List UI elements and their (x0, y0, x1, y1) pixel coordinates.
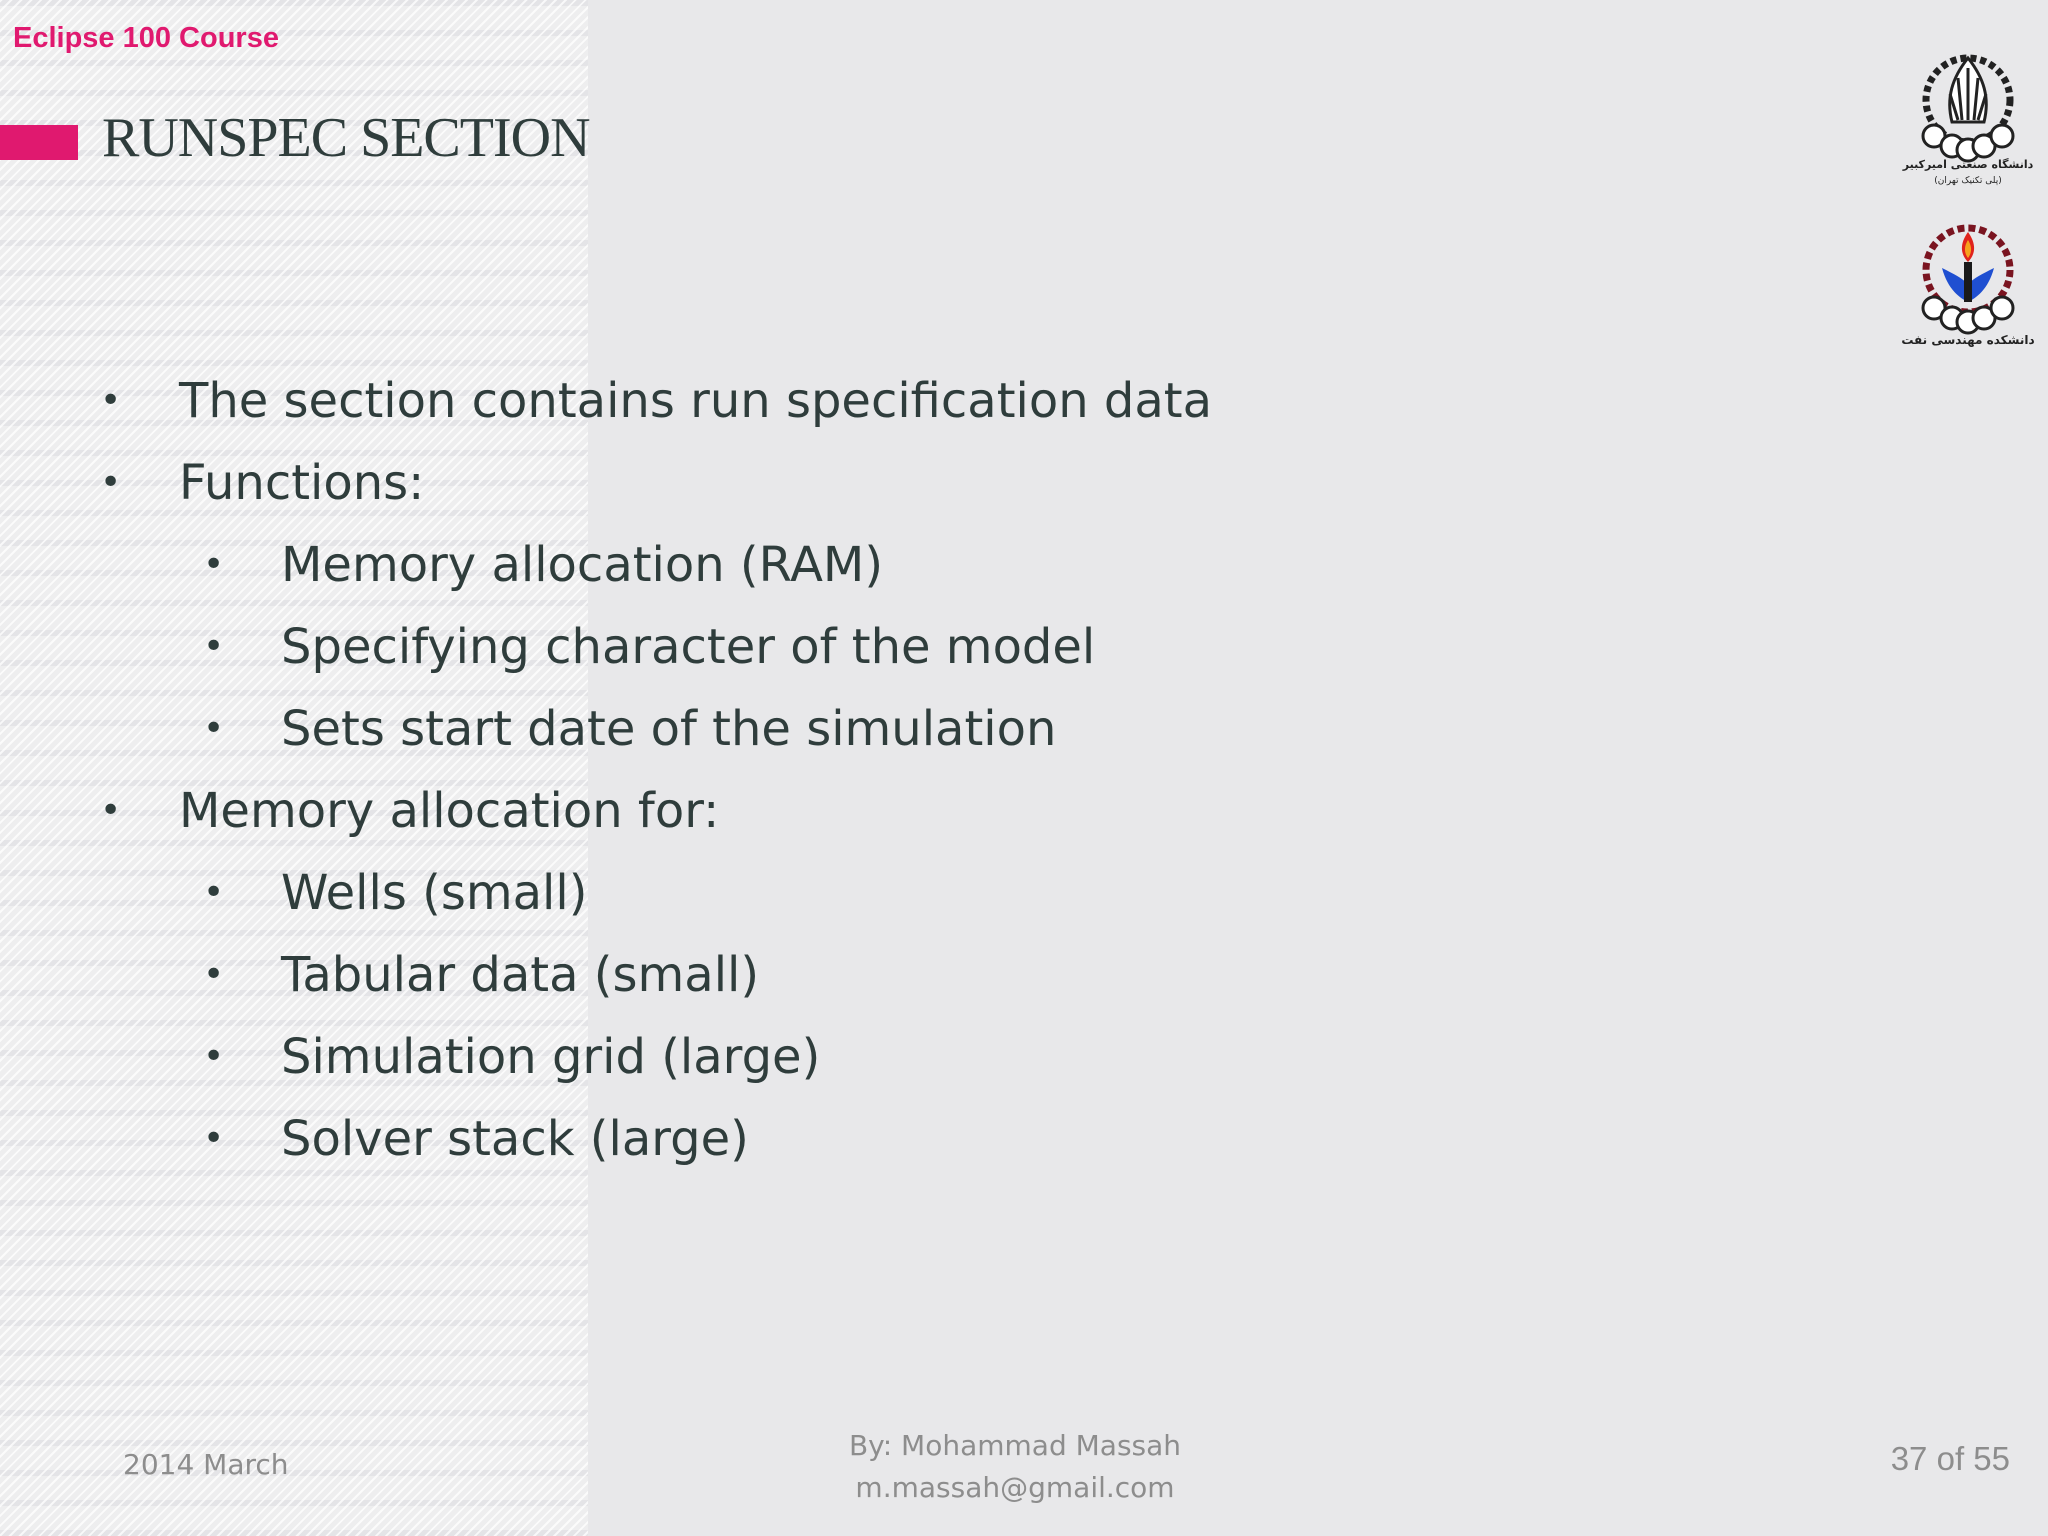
bullet-item (0, 524, 1600, 606)
bullet-item (0, 688, 1600, 770)
footer-author (780, 1425, 1250, 1509)
bullet-text: Solver stack (large) (281, 1111, 749, 1167)
course-label: Eclipse 100 Course (13, 22, 279, 54)
bullet-text: Tabular data (small) (281, 947, 760, 1003)
bullet-text: The section contains run specification data (179, 373, 1213, 429)
bullet-item (0, 360, 1600, 442)
bullet-dot-icon: • (203, 626, 225, 667)
bullet-item (0, 934, 1600, 1016)
university-logo-subcaption: (پلی تکنیک تهران) (1934, 176, 2002, 186)
footer-author-email: m.massah@gmail.com (855, 1471, 1175, 1504)
footer-author-name: By: Mohammad Massah (848, 1429, 1182, 1462)
bullet-item (0, 606, 1600, 688)
bullet-text: Wells (small) (281, 865, 588, 921)
bullet-dot-icon: • (203, 872, 225, 913)
bullet-dot-icon: • (203, 1036, 225, 1077)
bullet-text: Memory allocation (RAM) (281, 537, 884, 593)
bullet-text: Simulation grid (large) (281, 1029, 821, 1085)
slide-title: RUNSPEC SECTION (102, 107, 590, 169)
faculty-logo-icon (1908, 212, 2028, 352)
bullet-item (0, 770, 1600, 852)
page-current: 37 (1890, 1440, 1928, 1477)
bullet-text: Functions: (179, 455, 425, 511)
university-logo-caption: دانشگاه صنعتی امیرکبیر (1902, 158, 2034, 171)
bullet-text: Memory allocation for: (179, 783, 720, 839)
title-accent-bar (0, 125, 78, 160)
bullet-dot-icon: • (100, 462, 122, 503)
bullet-text: Specifying character of the model (281, 619, 1096, 675)
page-number (1860, 1440, 2010, 1478)
footer-date: 2014 March (123, 1448, 289, 1481)
bullet-dot-icon: • (100, 380, 122, 421)
bullet-dot-icon: • (203, 1118, 225, 1159)
bullet-text: Sets start date of the simulation (281, 701, 1057, 757)
faculty-logo-caption: دانشکده مهندسی نفت (1901, 333, 2035, 347)
bullet-dot-icon: • (203, 954, 225, 995)
bullet-item (0, 442, 1600, 524)
page-total: of 55 (1927, 1440, 2010, 1477)
bullet-dot-icon: • (100, 790, 122, 831)
bullet-dot-icon: • (203, 544, 225, 585)
bullet-list (0, 360, 1600, 1180)
bullet-dot-icon: • (203, 708, 225, 749)
bullet-item (0, 1098, 1600, 1180)
bullet-item (0, 1016, 1600, 1098)
bullet-item (0, 852, 1600, 934)
